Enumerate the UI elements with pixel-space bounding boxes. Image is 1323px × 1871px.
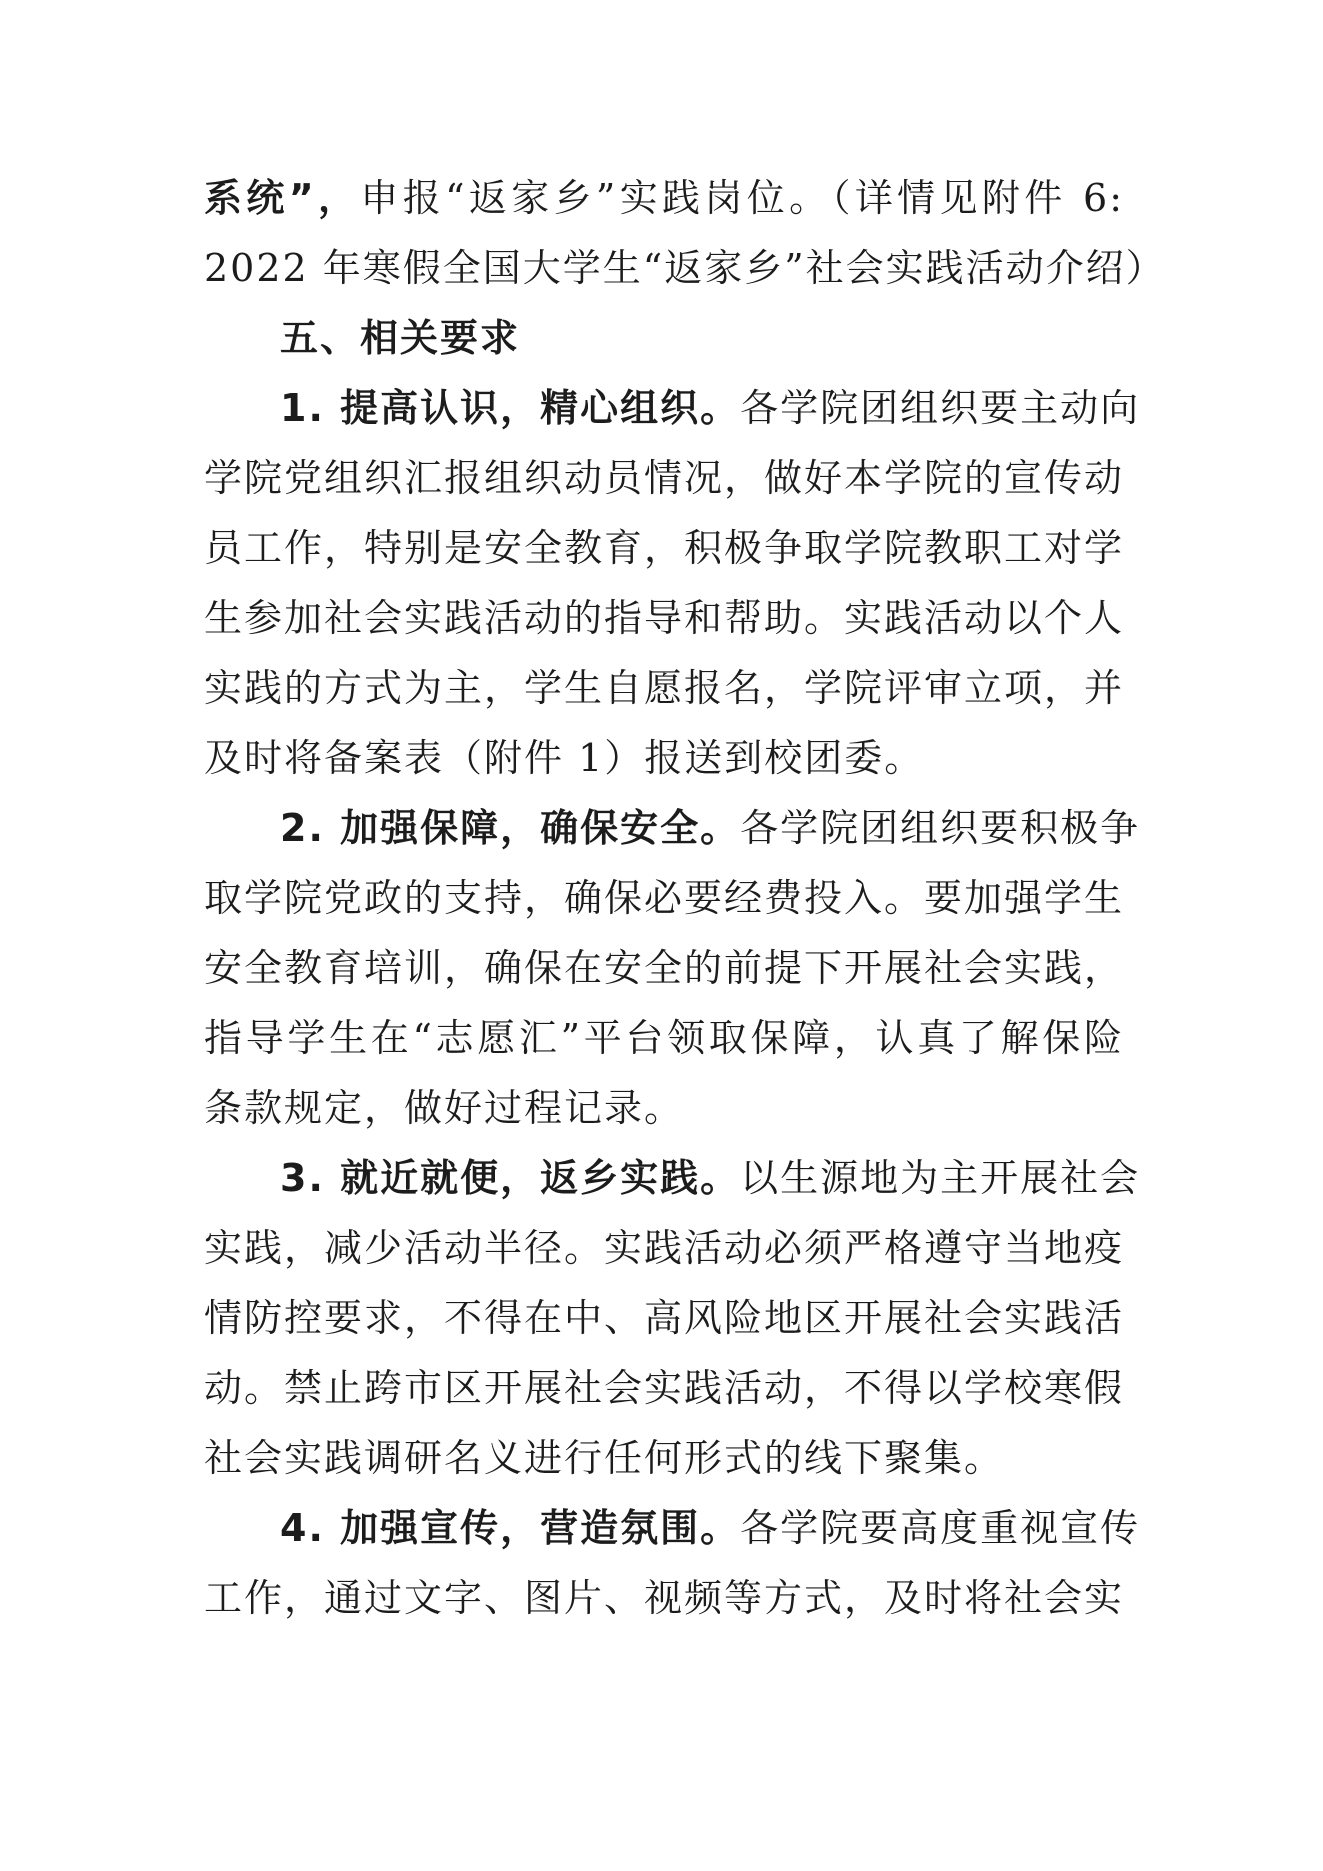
item-1-line: 员工作，特别是安全教育，积极争取学院教职工对学 xyxy=(204,526,1125,570)
item-1-line: 及时将备案表（附件 1）报送到校团委。 xyxy=(204,736,925,780)
item-2-line: 条款规定，做好过程记录。 xyxy=(204,1086,685,1130)
item-4-heading: 4. 加强宣传，营造氛围。 xyxy=(280,1506,741,1550)
item-4-first-line xyxy=(204,1493,1141,1563)
document-body xyxy=(204,163,1166,1633)
section-heading: 五、相关要求 xyxy=(280,316,521,360)
item-4-line: 工作，通过文字、图片、视频等方式，及时将社会实 xyxy=(204,1576,1125,1620)
continuation-line-1 xyxy=(204,163,1124,233)
item-2-first-line xyxy=(204,793,1141,863)
item-3-first-line xyxy=(204,1143,1141,1213)
item-1-line: 实践的方式为主，学生自愿报名，学院评审立项，并 xyxy=(204,666,1125,710)
item-2-heading: 2. 加强保障，确保安全。 xyxy=(280,806,741,850)
item-1-line: 学院党组织汇报组织动员情况，做好本学院的宣传动 xyxy=(204,456,1125,500)
item-2-line: 指导学生在“志愿汇”平台领取保障，认真了解保险 xyxy=(204,1016,1124,1060)
item-1-text: 各学院团组织要主动向 xyxy=(740,386,1141,430)
item-3-text: 以生源地为主开展社会 xyxy=(740,1156,1141,1200)
item-2-line: 安全教育培训，确保在安全的前提下开展社会实践， xyxy=(204,946,1125,990)
item-2-line: 取学院党政的支持，确保必要经费投入。要加强学生 xyxy=(204,876,1125,920)
item-1-line: 生参加社会实践活动的指导和帮助。实践活动以个人 xyxy=(204,596,1125,640)
item-3-heading: 3. 就近就便，返乡实践。 xyxy=(280,1156,741,1200)
item-2-text: 各学院团组织要积极争 xyxy=(740,806,1141,850)
item-1-heading: 1. 提高认识，精心组织。 xyxy=(280,386,741,430)
continuation-bold: 系统”， xyxy=(204,176,361,220)
item-4-text: 各学院要高度重视宣传 xyxy=(740,1506,1141,1550)
item-3-line: 动。禁止跨市区开展社会实践活动，不得以学校寒假 xyxy=(204,1366,1125,1410)
continuation-text: 申报“返家乡”实践岗位。（详情见附件 6: xyxy=(360,176,1124,220)
continuation-line-2: 2022 年寒假全国大学生“返家乡”社会实践活动介绍） xyxy=(204,246,1166,290)
item-3-line: 社会实践调研名义进行任何形式的线下聚集。 xyxy=(204,1436,1005,1480)
item-3-line: 实践，减少活动半径。实践活动必须严格遵守当地疫 xyxy=(204,1226,1125,1270)
item-1-first-line xyxy=(204,373,1141,443)
item-3-line: 情防控要求，不得在中、高风险地区开展社会实践活 xyxy=(204,1296,1125,1340)
